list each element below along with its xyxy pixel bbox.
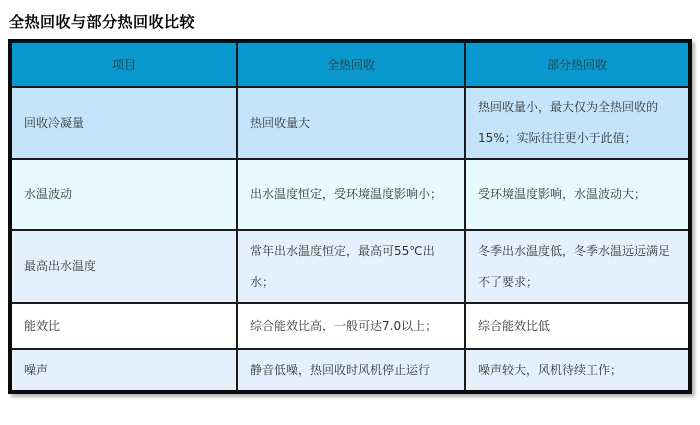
- partial-recovery-cell: 冬季出水温度低，冬季水温远远满足不了要求；: [465, 230, 690, 303]
- col-header-item: 项目: [10, 41, 237, 87]
- comparison-table: [8, 39, 692, 394]
- table-row: [10, 230, 690, 303]
- partial-recovery-cell: 噪声较大，风机待续工作；: [465, 349, 690, 392]
- full-recovery-cell: 常年出水温度恒定，最高可55℃出水；: [237, 230, 465, 303]
- full-recovery-cell: 综合能效比高，一般可达7.0以上；: [237, 303, 465, 349]
- row-item-label: 能效比: [10, 303, 237, 349]
- table-row: [10, 349, 690, 392]
- table-row: [10, 159, 690, 230]
- full-recovery-cell: 热回收量大: [237, 87, 465, 159]
- page-title: 全热回收与部分热回收比较: [9, 13, 196, 31]
- table-row: [10, 303, 690, 349]
- col-header-full-recovery: 全热回收: [237, 41, 465, 87]
- col-header-partial-recovery: 部分热回收: [465, 41, 690, 87]
- full-recovery-cell: 静音低噪，热回收时风机停止运行: [237, 349, 465, 392]
- row-item-label: 回收冷凝量: [10, 87, 237, 159]
- partial-recovery-cell: 受环境温度影响，水温波动大；: [465, 159, 690, 230]
- row-item-label: 最高出水温度: [10, 230, 237, 303]
- table-row: [10, 87, 690, 159]
- row-item-label: 水温波动: [10, 159, 237, 230]
- partial-recovery-cell: 热回收量小，最大仅为全热回收的15%；实际往往更小于此值；: [465, 87, 690, 159]
- row-item-label: 噪声: [10, 349, 237, 392]
- partial-recovery-cell: 综合能效比低: [465, 303, 690, 349]
- table-header-row: [10, 41, 690, 87]
- full-recovery-cell: 出水温度恒定，受环境温度影响小；: [237, 159, 465, 230]
